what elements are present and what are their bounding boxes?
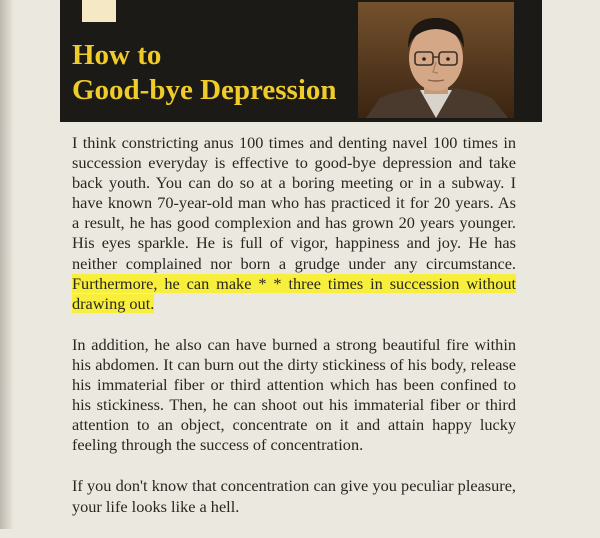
article-title bbox=[72, 38, 352, 108]
paragraph-1-text: I think constricting anus 100 times and denting navel 100 times in succession everyday is effective to good-bye depression and take back youth. You can do so at a boring meeting or in a subway. I have known 70-year-old man who has practiced it for 20 years. As a result, he has good complexion and has grown 20 years younger. His eyes sparkle. He is full of vigor, happiness and joy. He has neither complained nor born a grudge under any circumstance. bbox=[72, 133, 516, 273]
article-body bbox=[72, 133, 516, 538]
page-tab-accent bbox=[82, 0, 116, 22]
page-edge bbox=[0, 0, 14, 529]
author-portrait-image bbox=[358, 2, 514, 118]
highlighted-sentence: Furthermore, he can make * * three times in succession without drawing out. bbox=[72, 273, 516, 313]
paragraph-1 bbox=[72, 133, 516, 314]
paragraph-3: If you don't know that concentration can give you peculiar pleasure, your life looks like a hell. bbox=[72, 476, 516, 516]
author-photo bbox=[358, 2, 514, 118]
title-line-2: Good-bye Depression bbox=[72, 74, 337, 106]
paragraph-2: In addition, he also can have burned a strong beautiful fire within his abdomen. It can burn out the dirty stickiness of his body, release his immaterial fiber or third attention which has been confined to his stickiness. Then, he can shoot out his immaterial fiber or third attention to an object, concentrate on it and attain happy lucky feeling through the success of concentration. bbox=[72, 334, 516, 455]
title-line-1: How to bbox=[72, 39, 162, 71]
